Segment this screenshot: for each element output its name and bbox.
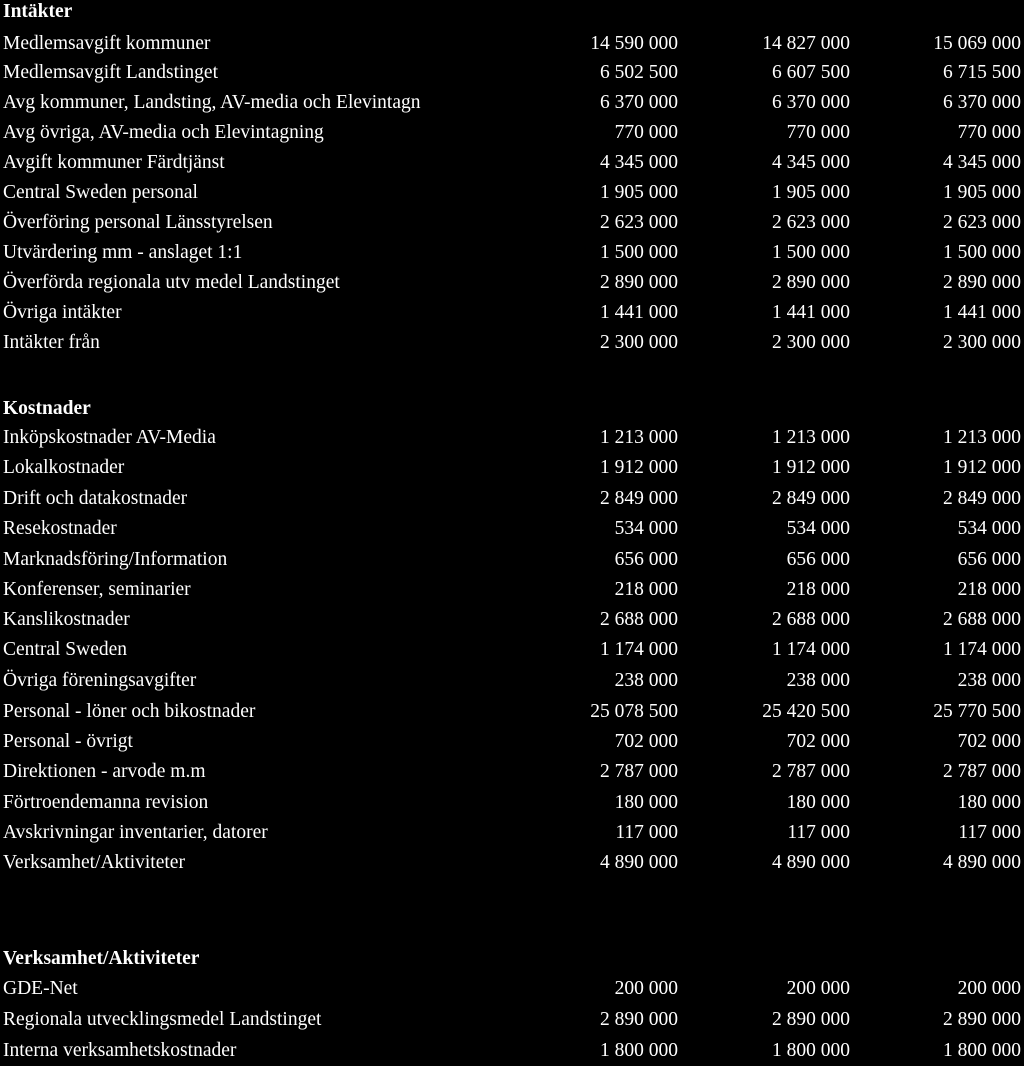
table-row [0, 757, 1024, 787]
value-col-1: 1 800 000 [600, 1040, 678, 1061]
value-col-1: 1 905 000 [600, 182, 678, 203]
value-col-3: 2 688 000 [943, 609, 1021, 630]
value-col-3: 2 300 000 [943, 332, 1021, 353]
table-row [0, 575, 1024, 605]
value-col-2: 702 000 [786, 731, 850, 752]
value-col-2: 218 000 [786, 579, 850, 600]
value-col-1: 2 849 000 [600, 488, 678, 509]
value-col-1: 1 912 000 [600, 457, 678, 478]
value-col-2: 2 890 000 [772, 1009, 850, 1030]
value-col-2: 656 000 [786, 549, 850, 570]
value-col-1: 770 000 [614, 122, 678, 143]
row-label: Marknadsföring/Information [3, 549, 228, 570]
row-label: Konferenser, seminarier [3, 579, 191, 600]
value-col-2: 1 800 000 [772, 1040, 850, 1061]
section-heading-verksamhet: Verksamhet/Aktiviteter [3, 948, 200, 969]
value-col-2: 1 441 000 [772, 302, 850, 323]
value-col-3: 1 912 000 [943, 457, 1021, 478]
value-col-3: 1 800 000 [943, 1040, 1021, 1061]
value-col-2: 2 688 000 [772, 609, 850, 630]
table-row [0, 1005, 1024, 1035]
value-col-3: 702 000 [957, 731, 1021, 752]
row-label: Intäkter från [3, 332, 100, 353]
section-heading-kostnader: Kostnader [3, 398, 91, 419]
value-col-3: 2 890 000 [943, 1009, 1021, 1030]
value-col-2: 238 000 [786, 670, 850, 691]
value-col-3: 2 623 000 [943, 212, 1021, 233]
table-row [0, 118, 1024, 148]
table-row [0, 29, 1024, 59]
row-label: Medlemsavgift Landstinget [3, 62, 218, 83]
table-row [0, 605, 1024, 635]
table-row [0, 178, 1024, 208]
value-col-1: 200 000 [614, 978, 678, 999]
value-col-1: 180 000 [614, 792, 678, 813]
value-col-1: 1 213 000 [600, 427, 678, 448]
value-col-2: 2 849 000 [772, 488, 850, 509]
value-col-2: 1 213 000 [772, 427, 850, 448]
value-col-1: 1 500 000 [600, 242, 678, 263]
row-label: Direktionen - arvode m.m [3, 761, 206, 782]
row-label: Utvärdering mm - anslaget 1:1 [3, 242, 243, 263]
value-col-2: 770 000 [786, 122, 850, 143]
row-label: Överförda regionala utv medel Landstinget [3, 272, 340, 293]
row-label: GDE-Net [3, 978, 78, 999]
row-label: Förtroendemanna revision [3, 792, 209, 813]
value-col-2: 6 370 000 [772, 92, 850, 113]
value-col-1: 4 890 000 [600, 852, 678, 873]
value-col-1: 6 502 500 [600, 62, 678, 83]
row-label: Central Sweden [3, 639, 128, 660]
row-label: Avg övriga, AV-media och Elevintagning [3, 122, 324, 143]
row-label: Personal - löner och bikostnader [3, 701, 256, 722]
value-col-1: 2 688 000 [600, 609, 678, 630]
value-col-3: 6 715 500 [943, 62, 1021, 83]
table-row [0, 514, 1024, 544]
table-row [0, 328, 1024, 358]
row-label: Verksamhet/Aktiviteter [3, 852, 185, 873]
value-col-3: 1 174 000 [943, 639, 1021, 660]
table-row [0, 88, 1024, 118]
table-row [0, 974, 1024, 1004]
table-row [0, 848, 1024, 878]
value-col-1: 534 000 [614, 518, 678, 539]
value-col-3: 180 000 [957, 792, 1021, 813]
value-col-1: 1 441 000 [600, 302, 678, 323]
value-col-3: 770 000 [957, 122, 1021, 143]
value-col-2: 1 174 000 [772, 639, 850, 660]
table-row [0, 727, 1024, 757]
value-col-3: 2 849 000 [943, 488, 1021, 509]
table-row [0, 484, 1024, 514]
value-col-2: 4 890 000 [772, 852, 850, 873]
value-col-3: 2 890 000 [943, 272, 1021, 293]
value-col-2: 534 000 [786, 518, 850, 539]
value-col-3: 1 905 000 [943, 182, 1021, 203]
value-col-3: 534 000 [957, 518, 1021, 539]
value-col-1: 25 078 500 [590, 701, 678, 722]
value-col-2: 4 345 000 [772, 152, 850, 173]
value-col-3: 238 000 [957, 670, 1021, 691]
value-col-3: 218 000 [957, 579, 1021, 600]
value-col-3: 25 770 500 [933, 701, 1021, 722]
row-label: Medlemsavgift kommuner [3, 33, 211, 54]
value-col-1: 117 000 [615, 822, 678, 843]
row-label: Överföring personal Länsstyrelsen [3, 212, 273, 233]
value-col-2: 117 000 [787, 822, 850, 843]
value-col-3: 1 213 000 [943, 427, 1021, 448]
value-col-3: 15 069 000 [933, 33, 1021, 54]
value-col-3: 117 000 [958, 822, 1021, 843]
value-col-2: 1 912 000 [772, 457, 850, 478]
value-col-2: 2 890 000 [772, 272, 850, 293]
value-col-3: 4 345 000 [943, 152, 1021, 173]
value-col-3: 2 787 000 [943, 761, 1021, 782]
row-label: Inköpskostnader AV-Media [3, 427, 216, 448]
table-row [0, 208, 1024, 238]
value-col-1: 4 345 000 [600, 152, 678, 173]
row-label: Avg kommuner, Landsting, AV-media och Elevintagn [3, 92, 421, 113]
value-col-1: 2 890 000 [600, 272, 678, 293]
value-col-1: 14 590 000 [590, 33, 678, 54]
table-row [0, 58, 1024, 88]
row-label: Central Sweden personal [3, 182, 198, 203]
table-row [0, 423, 1024, 453]
value-col-2: 1 500 000 [772, 242, 850, 263]
table-row [0, 238, 1024, 268]
value-col-2: 2 300 000 [772, 332, 850, 353]
table-row [0, 1036, 1024, 1066]
table-row [0, 818, 1024, 848]
value-col-3: 200 000 [957, 978, 1021, 999]
row-label: Regionala utvecklingsmedel Landstinget [3, 1009, 322, 1030]
value-col-1: 2 300 000 [600, 332, 678, 353]
value-col-1: 2 890 000 [600, 1009, 678, 1030]
table-row [0, 545, 1024, 575]
table-row [0, 666, 1024, 696]
value-col-1: 218 000 [614, 579, 678, 600]
value-col-1: 656 000 [614, 549, 678, 570]
value-col-2: 6 607 500 [772, 62, 850, 83]
value-col-3: 1 441 000 [943, 302, 1021, 323]
row-label: Personal - övrigt [3, 731, 133, 752]
row-label: Övriga föreningsavgifter [3, 670, 197, 691]
value-col-1: 6 370 000 [600, 92, 678, 113]
row-label: Avskrivningar inventarier, datorer [3, 822, 268, 843]
value-col-3: 1 500 000 [943, 242, 1021, 263]
row-label: Resekostnader [3, 518, 117, 539]
value-col-1: 238 000 [614, 670, 678, 691]
value-col-1: 2 787 000 [600, 761, 678, 782]
value-col-3: 4 890 000 [943, 852, 1021, 873]
row-label: Drift och datakostnader [3, 488, 188, 509]
table-row [0, 635, 1024, 665]
value-col-2: 200 000 [786, 978, 850, 999]
section-heading-intakter: Intäkter [3, 1, 73, 22]
value-col-2: 2 787 000 [772, 761, 850, 782]
table-row [0, 788, 1024, 818]
row-label: Interna verksamhetskostnader [3, 1040, 237, 1061]
value-col-1: 2 623 000 [600, 212, 678, 233]
value-col-2: 2 623 000 [772, 212, 850, 233]
table-row [0, 298, 1024, 328]
value-col-3: 656 000 [957, 549, 1021, 570]
value-col-1: 702 000 [614, 731, 678, 752]
value-col-1: 1 174 000 [600, 639, 678, 660]
value-col-3: 6 370 000 [943, 92, 1021, 113]
row-label: Kanslikostnader [3, 609, 130, 630]
row-label: Avgift kommuner Färdtjänst [3, 152, 225, 173]
table-row [0, 148, 1024, 178]
row-label: Lokalkostnader [3, 457, 125, 478]
row-label: Övriga intäkter [3, 302, 122, 323]
table-row [0, 697, 1024, 727]
value-col-2: 25 420 500 [762, 701, 850, 722]
table-row [0, 268, 1024, 298]
value-col-2: 1 905 000 [772, 182, 850, 203]
table-row [0, 453, 1024, 483]
value-col-2: 14 827 000 [762, 33, 850, 54]
value-col-2: 180 000 [786, 792, 850, 813]
